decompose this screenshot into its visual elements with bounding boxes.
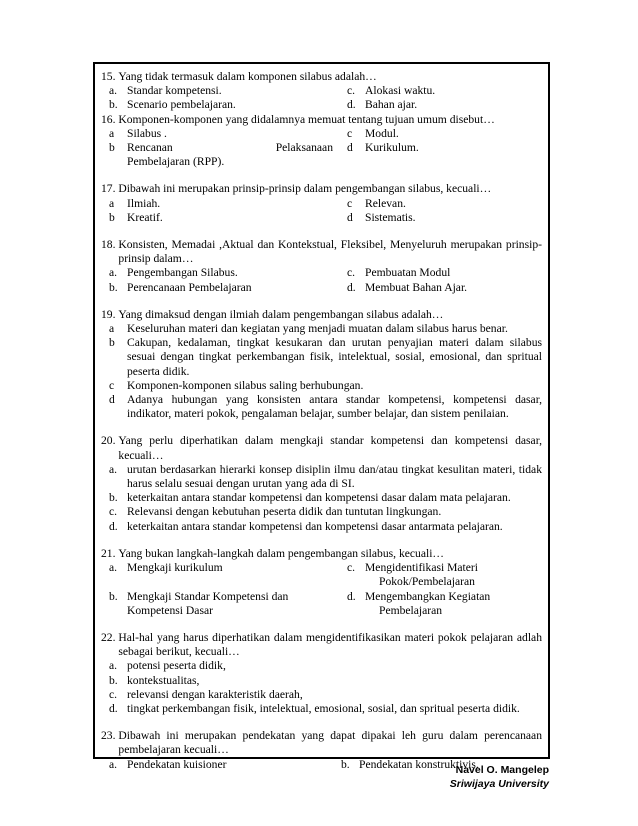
author-name: Navel O. Mangelep (455, 764, 549, 776)
question-stem: Komponen-komponen yang didalamnya memuat tentang tujuan umum disebut… (118, 112, 495, 126)
question-17 (101, 182, 542, 225)
option-letter: a (109, 322, 115, 336)
option-letter: c. (109, 505, 118, 519)
option-letter: d. (347, 589, 356, 603)
question-number: 22. (101, 630, 119, 644)
option-letter: a. (109, 462, 118, 476)
question-list (101, 70, 542, 772)
option-letter: a. (109, 84, 118, 98)
option-letter: a. (109, 659, 118, 673)
question-number: 21. (101, 546, 119, 560)
option-a: Silabus . (127, 126, 167, 140)
option-c: Pembuatan Modul (365, 266, 451, 280)
option-b: Pendekatan konstruktivis. (359, 757, 479, 771)
question-number: 20. (101, 434, 119, 448)
option-c: Komponen-komponen silabus saling berhubungan. (127, 378, 364, 392)
option-letter: a. (109, 561, 118, 575)
university-name: Sriwijaya University (449, 778, 549, 790)
option-letter: b. (109, 98, 118, 112)
option-letter: d (109, 393, 115, 407)
option-letter: b. (109, 491, 118, 505)
question-19 (101, 308, 542, 422)
option-letter: b. (109, 589, 118, 603)
option-c: Relevansi dengan kebutuhan peserta didik dan tuntutan lingkungan. (127, 505, 442, 519)
option-letter: c (109, 378, 115, 392)
option-letter: d (347, 141, 353, 155)
option-d: Sistematis. (365, 210, 416, 224)
option-a: Pendekatan kuisioner (127, 757, 227, 771)
option-d: Adanya hubungan yang konsisten antara standar kompetensi, kompetensi dasar, indikator, materi pokok, pengalaman belajar, sumber belajar, dan sistem penilaian. (127, 393, 542, 421)
question-21 (101, 547, 542, 618)
option-letter: a. (109, 266, 118, 280)
question-stem: Yang dimaksud dengan ilmiah dalam pengembangan silabus adalah… (118, 307, 444, 321)
option-d: Kurikulum. (365, 141, 419, 155)
option-letter: b (109, 141, 115, 155)
option-b (127, 141, 347, 169)
option-a: Keseluruhan materi dan kegiatan yang menjadi muatan dalam silabus harus benar. (127, 322, 508, 336)
option-letter: d. (109, 519, 118, 533)
question-15 (101, 70, 542, 113)
option-letter: c. (347, 561, 356, 575)
option-letter: a (109, 196, 115, 210)
question-stem: Dibawah ini merupakan pendekatan yang dapat dipakai leh guru dalam perencanaan pembelajaran kecuali… (118, 729, 542, 757)
option-b-line-1: Mengkaji Standar Kompetensi dan (127, 589, 289, 603)
option-letter: d. (347, 98, 356, 112)
option-d-line-2: Pembelajaran (379, 603, 443, 617)
option-c: relevansi dengan karakteristik daerah, (127, 687, 303, 701)
option-b-word-1: Rencanan (127, 141, 173, 155)
question-number: 16. (101, 112, 119, 126)
question-22 (101, 631, 542, 716)
option-b: Scenario pembelajaran. (127, 98, 236, 112)
option-letter: b. (109, 280, 118, 294)
option-letter: a (109, 126, 115, 140)
option-letter: b (109, 336, 115, 350)
question-stem: Konsisten, Memadai ,Aktual dan Kontekstual, Fleksibel, Menyeluruh merupakan prinsip-prinsip dalam… (118, 238, 542, 266)
option-b-word-3: Pembelajaran (RPP). (127, 155, 225, 169)
option-b (127, 590, 347, 618)
option-letter: d. (347, 280, 356, 294)
option-c: Modul. (365, 126, 399, 140)
footer (450, 763, 549, 791)
option-b-word-2: Pelaksanaan (275, 141, 333, 155)
option-letter: d (347, 210, 353, 224)
option-b: kontekstualitas, (127, 673, 200, 687)
question-number: 15. (101, 70, 119, 83)
option-letter: c (347, 126, 353, 140)
question-number: 19. (101, 307, 119, 321)
option-b: Perencanaan Pembelajaran (127, 280, 252, 294)
option-c: Alokasi waktu. (365, 84, 436, 98)
option-letter: a. (109, 757, 118, 771)
option-a: Ilmiah. (127, 196, 161, 210)
option-letter: c. (347, 266, 356, 280)
question-stem: Yang perlu diperhatikan dalam mengkaji standar kompetensi dan kompetensi dasar, kecuali… (118, 434, 542, 462)
question-18 (101, 238, 542, 295)
question-stem: Dibawah ini merupakan prinsip-prinsip dalam pengembangan silabus, kecuali… (118, 182, 492, 196)
question-stem: Yang tidak termasuk dalam komponen silabus adalah… (118, 70, 377, 83)
option-d: Bahan ajar. (365, 98, 418, 112)
option-c (365, 561, 542, 589)
option-d: Membuat Bahan Ajar. (365, 280, 468, 294)
option-b: Kreatif. (127, 210, 163, 224)
option-letter: c. (109, 687, 118, 701)
option-d-line-1: Mengembangkan Kegiatan (365, 589, 491, 603)
option-a: urutan berdasarkan hierarki konsep disiplin ilmu dan/atau tingkat kesulitan materi, tidak harus selalu sesuai dengan urutan yang ada di SI. (127, 462, 542, 491)
option-letter: d. (109, 701, 118, 715)
question-number: 23. (101, 729, 119, 743)
option-a: Standar kompetensi. (127, 84, 222, 98)
question-number: 17. (101, 182, 119, 196)
option-a: potensi peserta didik, (127, 659, 226, 673)
question-stem: Hal-hal yang harus diperhatikan dalam mengidentifikasikan materi pokok pelajaran adlah sebagai berikut, kecuali… (118, 630, 542, 659)
option-c: Relevan. (365, 196, 406, 210)
option-c-line-2: Pokok/Pembelajaran (379, 575, 475, 589)
option-letter: c. (347, 84, 356, 98)
question-20 (101, 434, 542, 533)
option-b-line-2: Kompetensi Dasar (127, 603, 213, 617)
option-b: Cakupan, kedalaman, tingkat kesukaran dan urutan penyajian materi dalam silabus sesuai dengan tingkat perkembangan fisik, intelektual, sosial, emosional, dan spritual peserta didik. (127, 336, 542, 378)
question-number: 18. (101, 238, 119, 252)
option-letter: c (347, 196, 353, 210)
option-b: keterkaitan antara standar kompetensi dan kompetensi dasar dalam mata pelajaran. (127, 491, 511, 505)
option-letter: b. (109, 673, 118, 687)
option-d: tingkat perkembangan fisik, intelektual, emosional, sosial, dan spritual peserta didik. (127, 701, 520, 715)
option-c-line-1: Mengidentifikasi Materi (365, 561, 479, 575)
option-letter: b (109, 210, 115, 224)
option-d (365, 590, 542, 618)
question-stem: Yang bukan langkah-langkah dalam pengembangan silabus, kecuali… (118, 546, 445, 560)
option-d: keterkaitan antara standar kompetensi dan kompetensi dasar antarmata pelajaran. (127, 519, 503, 533)
option-a: Mengkaji kurikulum (127, 561, 223, 575)
question-16 (101, 113, 542, 170)
option-a: Pengembangan Silabus. (127, 266, 238, 280)
option-letter: b. (341, 757, 350, 771)
